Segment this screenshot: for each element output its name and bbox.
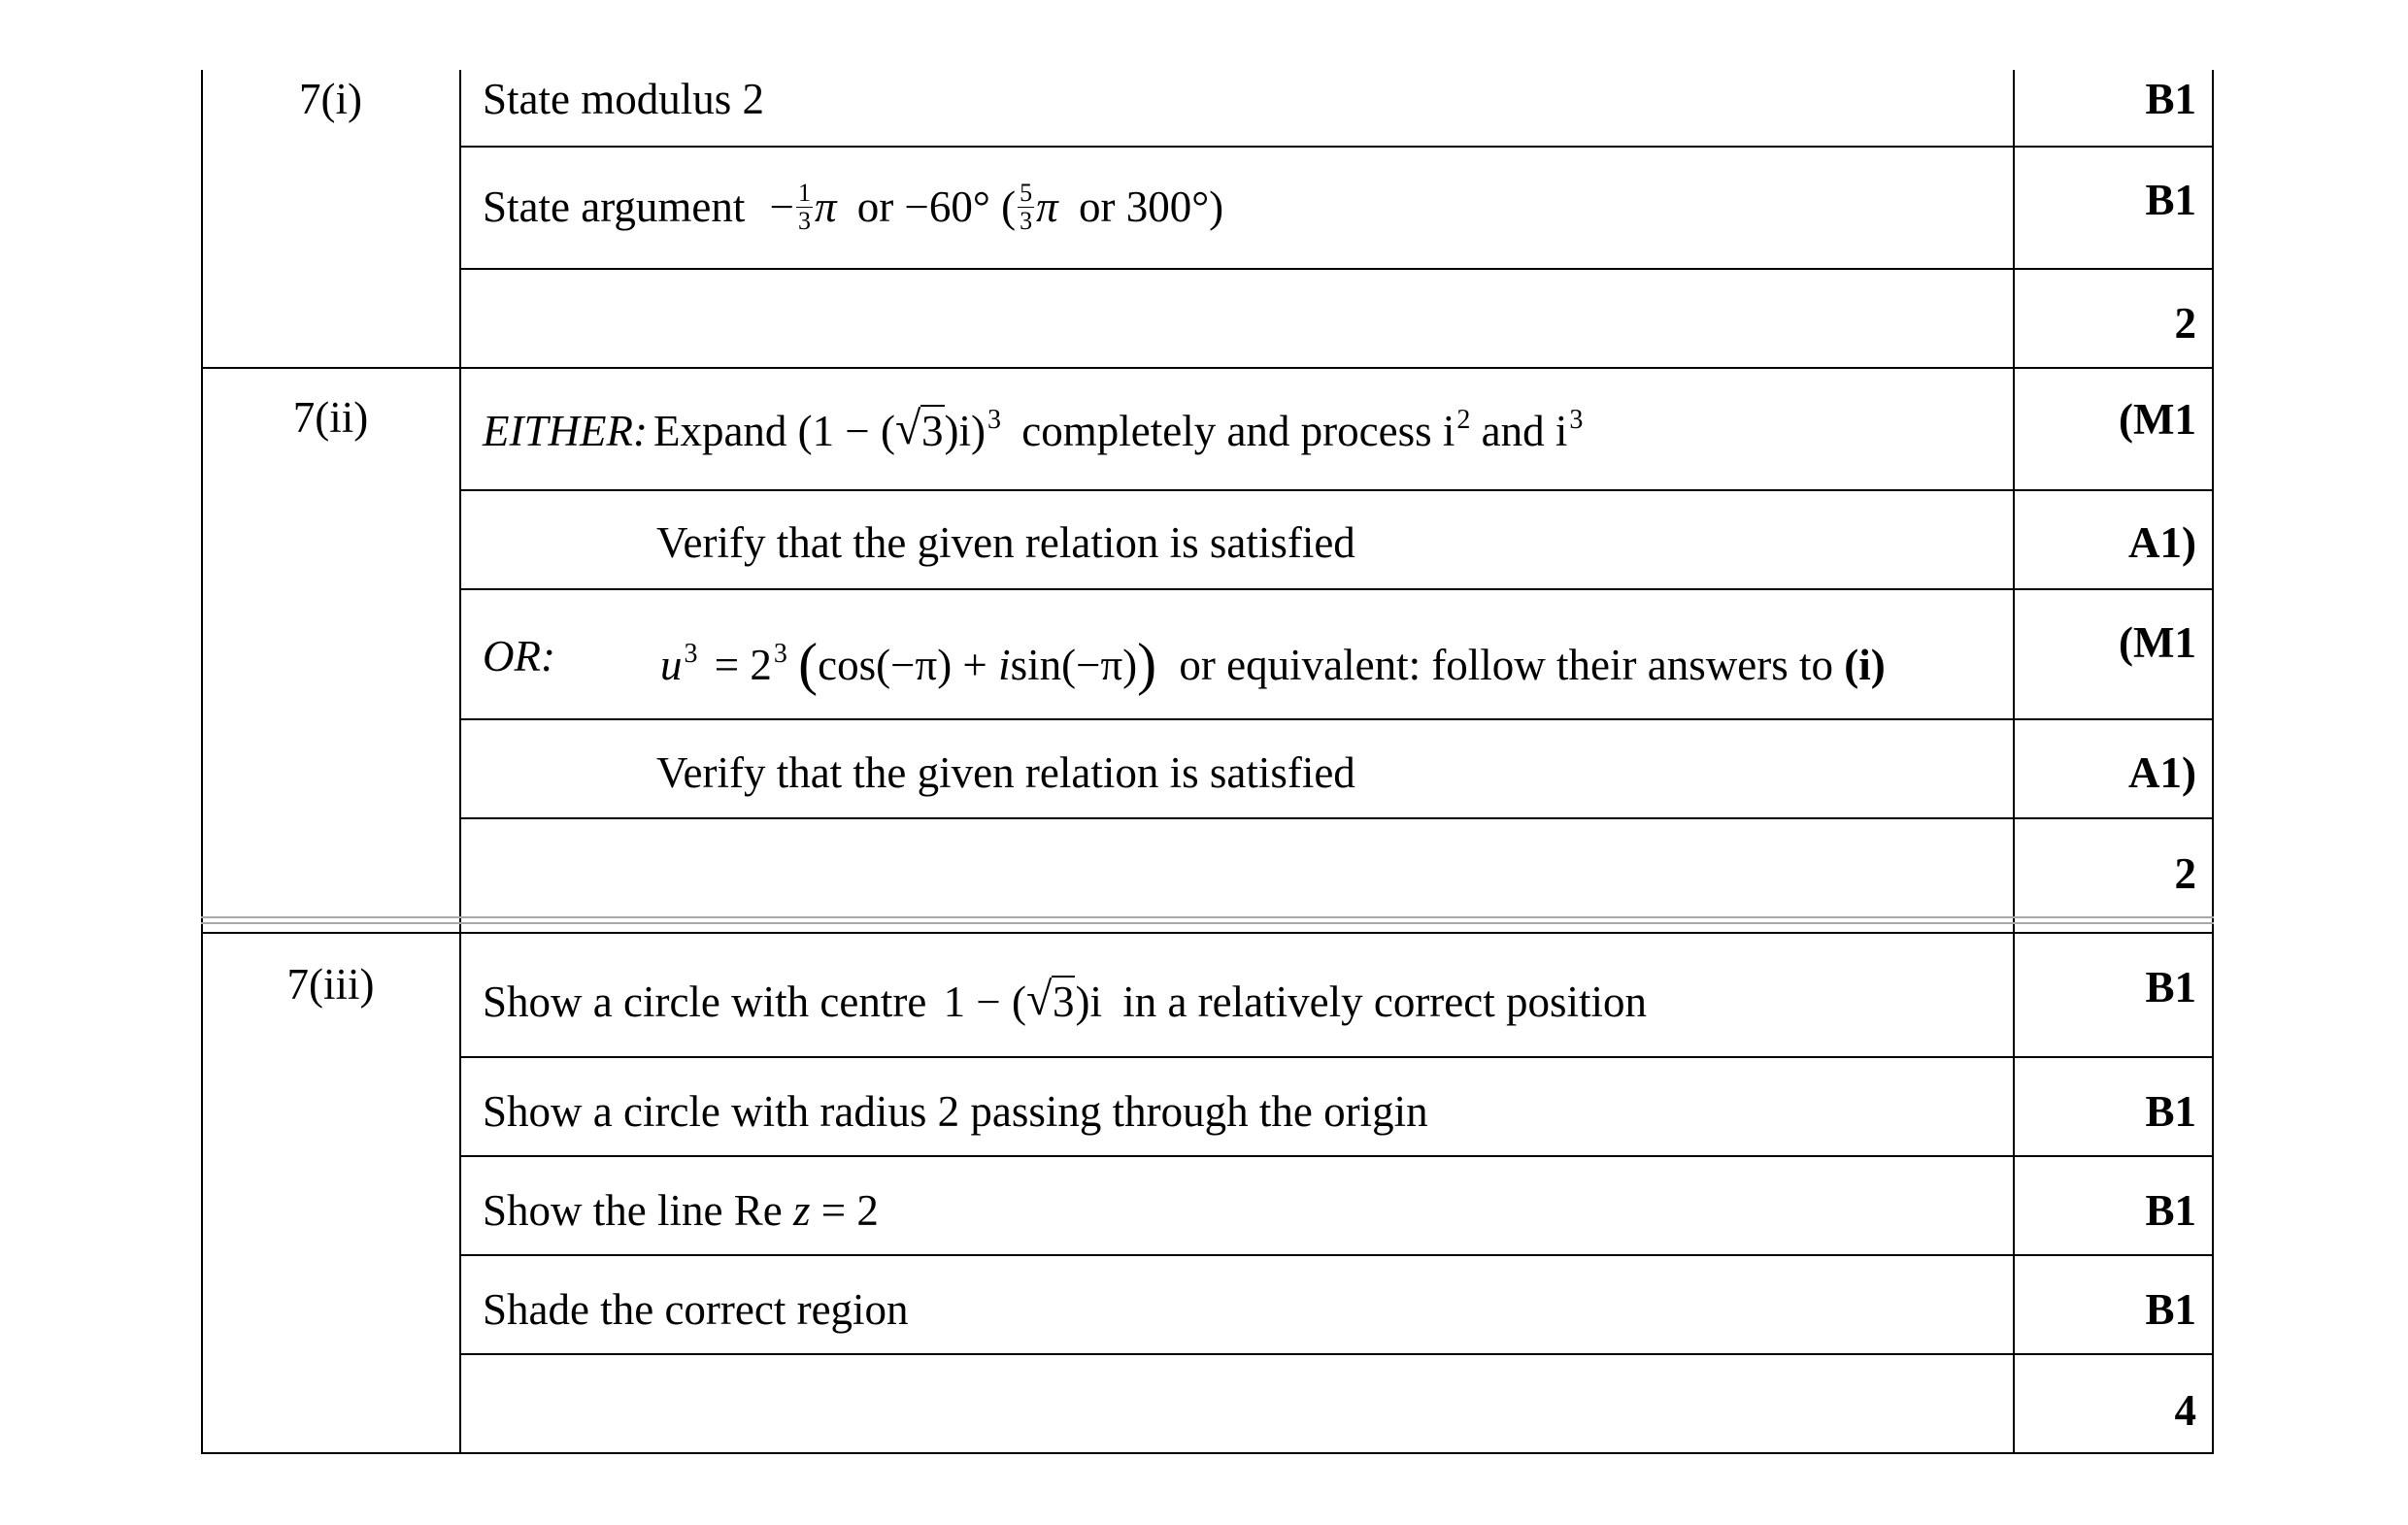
fraction-denominator: 3 (798, 207, 811, 235)
section-gap-line (201, 922, 2214, 924)
or-method-text (660, 631, 1886, 696)
mark-value: A1) (2128, 748, 2196, 797)
either-method-text (483, 403, 1584, 455)
mark-value: B1 (2145, 1087, 2196, 1136)
answer-text-centre (483, 974, 1648, 1026)
row-divider (459, 1155, 2214, 1157)
row-divider (459, 1056, 2214, 1058)
method-label: EITHER: (483, 407, 648, 455)
answer-text-argument (483, 179, 1224, 238)
question-number: 7(ii) (292, 393, 369, 442)
close-paren: ) (1137, 632, 1157, 696)
expression-part: and i (1481, 407, 1568, 455)
expression-part: Show a circle with centre (483, 978, 927, 1026)
sqrt-expression (1025, 974, 1076, 1026)
answer-text-line (483, 1186, 879, 1235)
row-divider (459, 146, 2214, 148)
mark-value: B1 (2145, 176, 2196, 224)
mark-value: B1 (2145, 1186, 2196, 1235)
subtotal-value: 2 (2174, 849, 2196, 898)
radicand: 3 (1052, 978, 1075, 1026)
mark-value: A1) (2128, 518, 2196, 567)
expression-part: )i (1075, 978, 1102, 1026)
exponent: 3 (987, 405, 1002, 435)
subtotal-value: 2 (2174, 299, 2196, 348)
method-label: OR: (483, 632, 555, 680)
fraction-five-thirds (1018, 181, 1034, 234)
row-divider (459, 1353, 2214, 1355)
question-number: 7(iii) (286, 960, 375, 1009)
expression-part: = 2 (714, 641, 772, 689)
imaginary-unit: i (998, 641, 1011, 689)
row-divider (459, 1254, 2214, 1256)
answer-text: Show a circle with radius 2 passing through the origin (483, 1087, 1428, 1136)
minus-sign: − (769, 182, 794, 231)
table-right-border (2212, 70, 2214, 1454)
expression-part: = 2 (820, 1186, 879, 1235)
question-divider (201, 367, 2214, 369)
mark-value: (M1 (2119, 618, 2196, 667)
variable-u: u (660, 641, 683, 689)
question-number: 7(i) (299, 75, 362, 123)
exponent: 3 (1569, 405, 1584, 435)
verify-text: Verify that the given relation is satisfied (656, 748, 1355, 797)
radical-sign: √ (895, 403, 921, 454)
argument-or-degrees: or −60° ( (856, 182, 1017, 231)
expression-part: cos(−π) + (818, 641, 999, 689)
expression-part: completely and process i (1021, 407, 1455, 455)
exponent: 3 (773, 639, 787, 669)
expression-part: )i) (944, 407, 987, 455)
column-divider-left (459, 70, 461, 1454)
answer-text: State modulus 2 (483, 75, 764, 123)
part-reference: (i) (1844, 641, 1886, 689)
argument-alt-degrees: or 300°) (1078, 182, 1224, 231)
fraction-numerator: 5 (1020, 179, 1033, 207)
mark-value: B1 (2145, 1285, 2196, 1334)
row-divider (459, 718, 2214, 720)
exponent: 2 (1456, 405, 1471, 435)
fraction-one-third (796, 181, 813, 234)
table-left-border (201, 70, 203, 1454)
expression-part: in a relatively correct position (1122, 978, 1648, 1026)
answer-text: Shade the correct region (483, 1285, 909, 1334)
row-divider (459, 817, 2214, 819)
subtotal-value: 4 (2174, 1386, 2196, 1435)
radicand: 3 (921, 407, 944, 455)
row-divider (459, 268, 2214, 270)
fraction-denominator: 3 (1020, 207, 1033, 235)
radical-sign: √ (1025, 974, 1053, 1025)
variable-z: z (792, 1186, 811, 1235)
verify-text: Verify that the given relation is satisfied (656, 518, 1355, 567)
question-divider (201, 932, 2214, 934)
table-bottom-border (201, 1452, 2214, 1454)
mark-value: (M1 (2119, 395, 2196, 444)
argument-prefix: State argument (483, 182, 746, 231)
exponent: 3 (684, 639, 698, 669)
row-divider (459, 489, 2214, 491)
expression-part: Show the line Re (483, 1186, 783, 1235)
mark-value: B1 (2145, 963, 2196, 1011)
section-gap-line (201, 916, 2214, 918)
row-divider (459, 588, 2214, 590)
expression-part: 1 − ( (943, 978, 1026, 1026)
pi-symbol: π (815, 182, 837, 231)
expression-part: or equivalent: follow their answers to (1179, 641, 1833, 689)
pi-symbol: π (1036, 182, 1058, 231)
sqrt-expression (895, 403, 945, 455)
fraction-numerator: 1 (798, 179, 811, 207)
mark-value: B1 (2145, 75, 2196, 123)
open-paren: ( (798, 632, 819, 696)
expression-part: Expand (1 − ( (652, 407, 896, 455)
expression-part: sin(−π) (1010, 641, 1138, 689)
